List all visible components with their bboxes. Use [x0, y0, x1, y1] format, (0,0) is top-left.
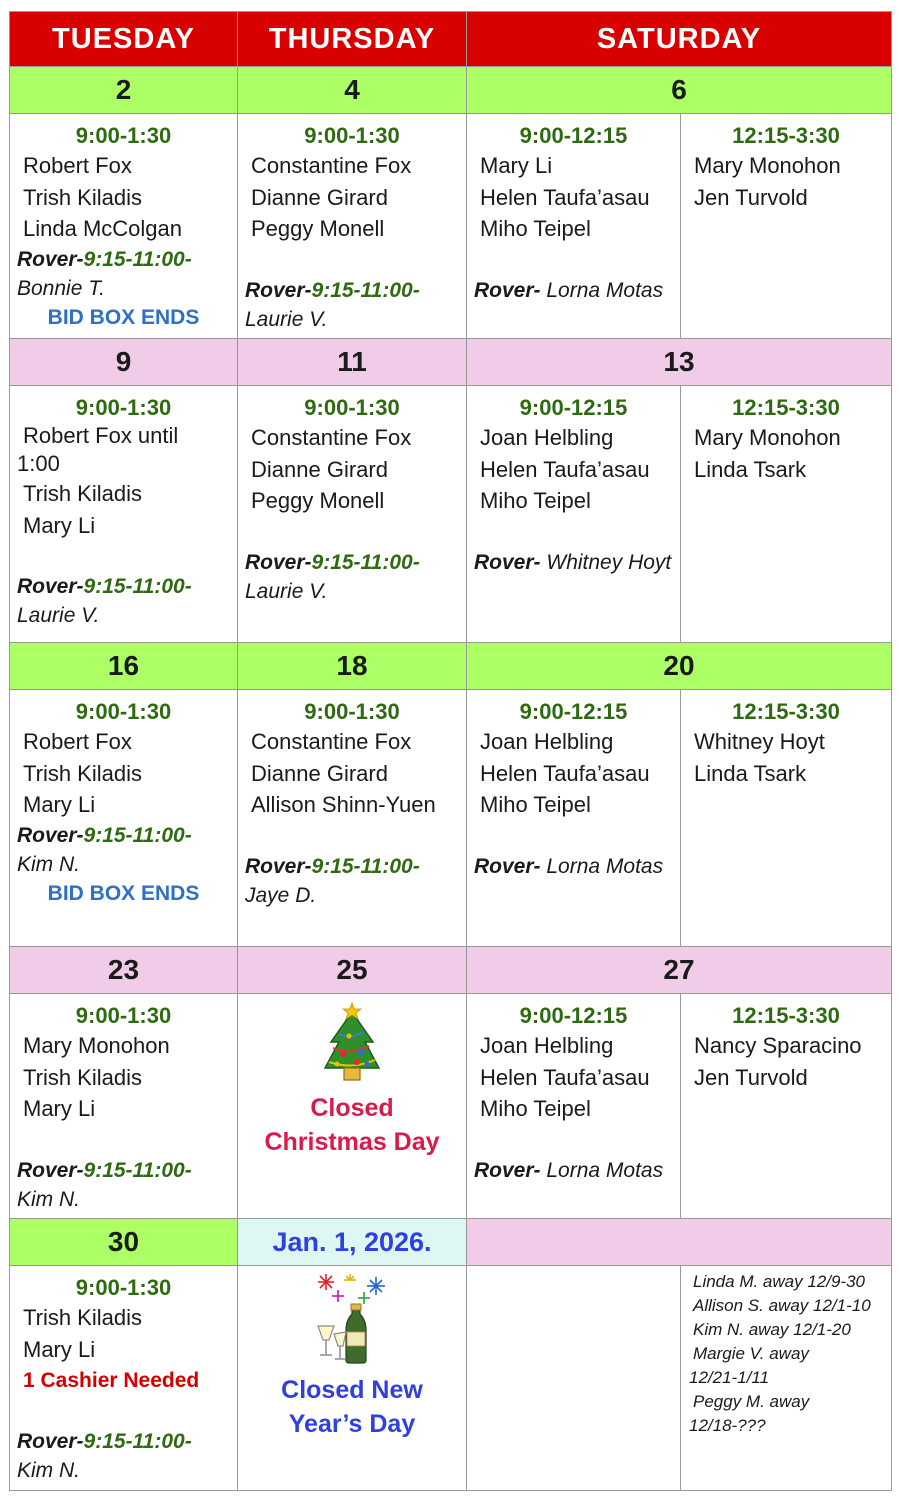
rover-name: Kim N. [17, 1459, 80, 1482]
rover-name: Lorna Motas [546, 278, 664, 302]
shift-row [10, 386, 892, 643]
tuesday-shift-cell [10, 690, 238, 947]
tuesday-shift-cell [10, 114, 238, 339]
shift-time: 12:15-3:30 [732, 123, 840, 148]
volunteer-name: Helen Taufa’asau [480, 1064, 650, 1090]
date-saturday-empty [467, 1219, 892, 1266]
closed-reason: Christmas Day [264, 1128, 440, 1156]
volunteer-name: Linda Tsark [694, 456, 807, 482]
saturday-morning-shift-cell [467, 386, 681, 643]
away-notes-cell [681, 1266, 892, 1491]
shift-time: 12:15-3:30 [732, 395, 840, 420]
rover-time: 9:15-11:00- [83, 1158, 192, 1182]
rover-assignment [17, 572, 233, 630]
tuesday-shift-cell [10, 1266, 238, 1491]
schedule-table [9, 11, 892, 1491]
away-notes [689, 1270, 891, 1438]
saturday-empty-cell [467, 1266, 681, 1491]
volunteer-name: Miho Teipel [480, 488, 591, 513]
rover-label: Rover- [17, 575, 84, 598]
volunteer-name: Mary Li [23, 1096, 96, 1121]
rover-assignment [245, 852, 462, 910]
shift-row [10, 690, 892, 947]
rover-name: Lorna Motas [546, 854, 664, 878]
volunteer-name: Joan Helbling [480, 1033, 614, 1058]
volunteer-name: Constantine Fox [251, 153, 412, 178]
rover-name: Kim N. [17, 1187, 80, 1211]
rover-label: Rover- [245, 550, 312, 574]
rover-assignment [17, 1427, 233, 1485]
rover-time: 9:15-11:00- [83, 1430, 192, 1453]
date-row [10, 339, 892, 386]
volunteer-name: Peggy Monell [251, 216, 385, 241]
thursday-closed-cell [238, 994, 467, 1219]
rover-name: Lorna Motas [546, 1158, 664, 1182]
rover-time: 9:15-11:00- [311, 854, 420, 878]
away-note: Margie V. away 12/21-1/11 [689, 1344, 809, 1387]
rover-assignment [245, 276, 462, 334]
volunteer-name: Mary Monohon [694, 153, 841, 178]
tuesday-shift-cell [10, 994, 238, 1219]
date-thursday: 25 [238, 947, 467, 994]
shift-row [10, 1266, 892, 1491]
thursday-shift-cell [238, 386, 467, 643]
rover-name: Jaye D. [245, 883, 317, 907]
volunteer-name: Linda McColgan [23, 216, 182, 241]
rover-assignment [474, 1156, 676, 1185]
rover-label: Rover- [474, 1158, 541, 1182]
saturday-afternoon-shift-cell [681, 994, 892, 1219]
date-thursday: 4 [238, 67, 467, 114]
date-row [10, 1219, 892, 1266]
tuesday-shift-cell [10, 386, 238, 643]
date-tuesday: 30 [10, 1219, 238, 1266]
shift-time: 9:00-1:30 [304, 699, 400, 724]
bid-box-ends-note: BID BOX ENDS [47, 305, 200, 329]
shift-time: 9:00-1:30 [75, 1275, 172, 1300]
volunteer-name: Joan Helbling [480, 425, 614, 450]
volunteer-name: Trish Kiladis [23, 1064, 142, 1090]
volunteer-name: Constantine Fox [251, 729, 412, 754]
date-thursday: Jan. 1, 2026. [238, 1219, 467, 1266]
rover-label: Rover- [17, 1430, 84, 1453]
rover-label: Rover- [245, 854, 312, 878]
rover-label: Rover- [17, 1158, 84, 1182]
rover-time: 9:15-11:00- [83, 823, 192, 847]
rover-time: 9:15-11:00- [311, 278, 420, 302]
rover-assignment [17, 245, 233, 303]
volunteer-name: Robert Fox [23, 153, 132, 178]
volunteer-name: Robert Fox until 1:00 [17, 423, 179, 476]
rover-name: Kim N. [17, 852, 80, 876]
date-tuesday: 23 [10, 947, 238, 994]
shift-time: 9:00-1:30 [75, 395, 172, 420]
bid-box-ends-note: BID BOX ENDS [47, 881, 200, 905]
rover-label: Rover- [474, 278, 541, 302]
closed-label: Closed New [281, 1376, 423, 1404]
rover-name: Laurie V. [245, 307, 328, 331]
saturday-afternoon-shift-cell [681, 386, 892, 643]
away-note: Kim N. away 12/1-20 [693, 1320, 851, 1339]
shift-time: 9:00-12:15 [519, 699, 628, 724]
rover-time: 9:15-11:00- [83, 247, 192, 271]
shift-time: 9:00-1:30 [304, 123, 400, 148]
shift-time: 12:15-3:30 [732, 1003, 840, 1028]
shift-row [10, 994, 892, 1219]
saturday-afternoon-shift-cell [681, 114, 892, 339]
date-row [10, 67, 892, 114]
rover-label: Rover- [474, 550, 541, 574]
volunteer-name: Constantine Fox [251, 425, 412, 450]
shift-time: 9:00-1:30 [304, 395, 400, 420]
volunteer-name: Whitney Hoyt [694, 729, 825, 754]
volunteer-name: Peggy Monell [251, 488, 385, 513]
rover-time: 9:15-11:00- [83, 575, 192, 598]
rover-name: Whitney Hoyt [546, 550, 672, 574]
rover-label: Rover- [17, 247, 84, 271]
header-thursday: THURSDAY [238, 12, 467, 67]
volunteer-name: Dianne Girard [251, 456, 388, 482]
date-thursday: 18 [238, 643, 467, 690]
saturday-morning-shift-cell [467, 690, 681, 947]
volunteer-name: Trish Kiladis [23, 760, 142, 786]
volunteer-name: Mary Monohon [23, 1033, 170, 1058]
away-note: Linda M. away 12/9-30 [693, 1272, 865, 1291]
shift-time: 9:00-12:15 [519, 1003, 628, 1028]
date-row [10, 643, 892, 690]
volunteer-name: Helen Taufa’asau [480, 760, 650, 786]
date-thursday: 11 [238, 339, 467, 386]
volunteer-name: Miho Teipel [480, 1096, 591, 1121]
closed-reason: Year’s Day [288, 1410, 416, 1438]
volunteer-name: Miho Teipel [480, 792, 591, 817]
date-tuesday: 9 [10, 339, 238, 386]
volunteer-name: Trish Kiladis [23, 1305, 142, 1330]
shift-time: 9:00-12:15 [519, 123, 628, 148]
volunteer-name: Jen Turvold [694, 1064, 808, 1090]
volunteer-name: Dianne Girard [251, 760, 388, 786]
rover-assignment [245, 548, 462, 606]
date-saturday: 13 [467, 339, 892, 386]
date-saturday: 6 [467, 67, 892, 114]
closed-label: Closed [310, 1094, 394, 1122]
volunteer-name: Mary Li [23, 1336, 96, 1362]
cashier-needed-note: 1 Cashier Needed [23, 1369, 200, 1392]
volunteer-name: Trish Kiladis [23, 184, 142, 210]
rover-name: Laurie V. [245, 579, 328, 603]
volunteer-name: Mary Li [23, 512, 96, 538]
rover-label: Rover- [245, 278, 312, 302]
thursday-closed-cell [238, 1266, 467, 1491]
volunteer-name: Mary Li [23, 792, 96, 817]
volunteer-name: Trish Kiladis [23, 481, 142, 506]
shift-time: 9:00-1:30 [75, 123, 172, 148]
rover-label: Rover- [474, 854, 541, 878]
date-tuesday: 16 [10, 643, 238, 690]
rover-assignment [17, 1156, 233, 1214]
saturday-morning-shift-cell [467, 994, 681, 1219]
saturday-afternoon-shift-cell [681, 690, 892, 947]
volunteer-name: Helen Taufa’asau [480, 184, 650, 210]
volunteer-name: Nancy Sparacino [694, 1033, 862, 1058]
thursday-shift-cell [238, 114, 467, 339]
volunteer-name: Dianne Girard [251, 184, 388, 210]
rover-assignment [17, 821, 233, 879]
volunteer-name: Mary Monohon [694, 425, 841, 450]
away-note: Peggy M. away 12/18-??? [689, 1392, 810, 1435]
rover-name: Bonnie T. [17, 276, 105, 300]
schedule-calendar [9, 11, 891, 1491]
volunteer-name: Allison Shinn-Yuen [251, 792, 436, 817]
volunteer-name: Miho Teipel [480, 216, 591, 241]
volunteer-name: Helen Taufa’asau [480, 456, 650, 482]
rover-name: Laurie V. [17, 604, 100, 627]
volunteer-name: Linda Tsark [694, 760, 807, 786]
rover-assignment [474, 548, 676, 577]
header-tuesday: TUESDAY [10, 12, 238, 67]
volunteer-name: Robert Fox [23, 729, 132, 754]
rover-time: 9:15-11:00- [311, 550, 420, 574]
shift-time: 9:00-1:30 [75, 1003, 172, 1028]
header-saturday: SATURDAY [467, 12, 892, 67]
date-saturday: 27 [467, 947, 892, 994]
away-note: Allison S. away 12/1-10 [693, 1296, 871, 1315]
date-row [10, 947, 892, 994]
shift-row [10, 114, 892, 339]
volunteer-name: Mary Li [480, 153, 553, 178]
volunteer-name: Joan Helbling [480, 729, 614, 754]
rover-assignment [474, 852, 676, 881]
day-header-row [10, 12, 892, 67]
thursday-shift-cell [238, 690, 467, 947]
rover-assignment [474, 276, 676, 305]
shift-time: 12:15-3:30 [732, 699, 840, 724]
rover-label: Rover- [17, 823, 84, 847]
shift-time: 9:00-12:15 [519, 395, 628, 420]
volunteer-name: Jen Turvold [694, 184, 808, 210]
shift-time: 9:00-1:30 [75, 699, 172, 724]
christmas-tree-icon [238, 1002, 466, 1089]
date-saturday: 20 [467, 643, 892, 690]
saturday-morning-shift-cell [467, 114, 681, 339]
champagne-fireworks-icon [238, 1274, 466, 1371]
date-tuesday: 2 [10, 67, 238, 114]
